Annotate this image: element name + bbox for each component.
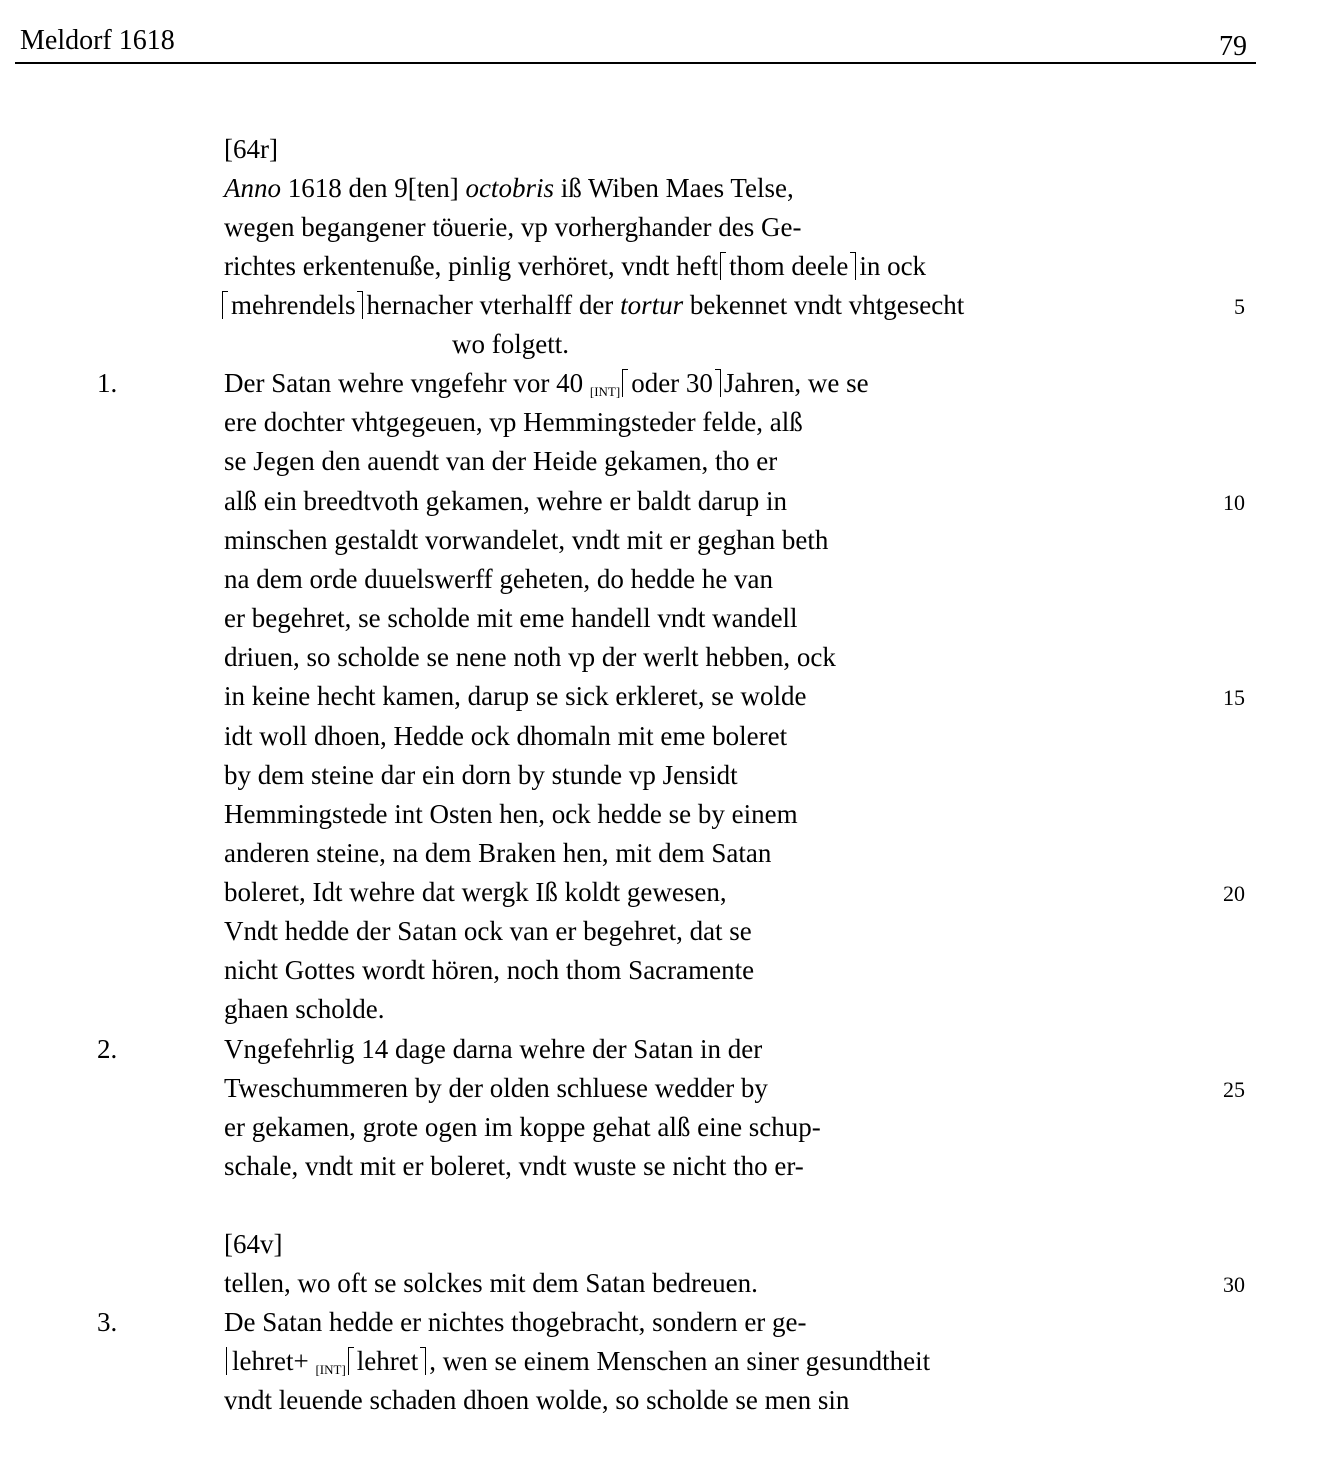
line-text: [224, 247, 926, 286]
line-text: anderen steine, na dem Braken hen, mit dem Satan: [224, 838, 772, 868]
text-line: [0, 1069, 1333, 1108]
text-line: [0, 834, 1333, 873]
text-line: [0, 951, 1333, 990]
text-line: [0, 521, 1333, 560]
line-text: idt woll dhoen, Hedde ock dhomaln mit eme boleret: [224, 721, 788, 751]
text-line: [0, 756, 1333, 795]
line-text: boleret, Idt wehre dat wergk Iß koldt gewesen,: [224, 877, 727, 907]
inserted-text: mehrendels: [231, 290, 356, 320]
line-text: alß ein breedtvoth gekamen, wehre er baldt darup in: [224, 486, 788, 516]
deleted-text: lehret+: [232, 1346, 316, 1376]
item-number: 2.: [97, 1034, 118, 1064]
text-line: [0, 1030, 1333, 1069]
running-head: [0, 0, 1333, 66]
line-text: [222, 286, 964, 325]
text-line: [0, 1303, 1333, 1342]
line-text: schale, vndt mit er boleret, vndt wuste se nicht tho er-: [224, 1151, 804, 1181]
folio-mark: [64v]: [224, 1229, 283, 1259]
text-line: [0, 1342, 1333, 1381]
line-text: in keine hecht kamen, darup se sick erkleret, se wolde: [224, 681, 807, 711]
text-line: [0, 1147, 1333, 1186]
text-line: [0, 482, 1333, 521]
running-head-title: Meldorf 1618: [20, 25, 175, 56]
insertion-open-bracket-icon: [222, 291, 228, 319]
text-line: [0, 364, 1333, 403]
text-run: 1618 den 9[ten]: [281, 173, 466, 203]
text-line: [0, 325, 1333, 364]
text-run: iß Wiben Maes Telse,: [553, 173, 794, 203]
line-number: 10: [1223, 490, 1245, 515]
insertion-open-bracket-icon: [622, 369, 628, 397]
text-line: [0, 560, 1333, 599]
line-text: wegen begangener töuerie, vp vorherghander des Ge-: [224, 212, 802, 242]
interlinear-marker: [INT]: [589, 384, 621, 399]
line-text: wo folgett.: [452, 329, 569, 359]
text-line: [0, 208, 1333, 247]
line-text: tellen, wo oft se solckes mit dem Satan bedreuen.: [224, 1268, 758, 1298]
line-text: minschen gestaldt vorwandelet, vndt mit er geghan beth: [224, 525, 829, 555]
italic-text: Anno: [224, 173, 281, 203]
italic-text: octobris: [465, 173, 554, 203]
line-number: 5: [1234, 294, 1245, 319]
text-line: [0, 990, 1333, 1029]
insertion-close-bracket-icon: [715, 369, 721, 397]
line-text: Vndt hedde der Satan ock van er begehret, dat se: [224, 916, 752, 946]
text-line: [0, 1264, 1333, 1303]
item-number: 3.: [97, 1307, 118, 1337]
line-text: ghaen scholde.: [224, 994, 385, 1024]
line-text: De Satan hedde er nichtes thogebracht, sondern er ge-: [224, 1307, 807, 1337]
text-line: [0, 795, 1333, 834]
text-run: hernacher vterhalff der: [366, 290, 621, 320]
line-text: Tweschummeren by der olden schluese wedder by: [224, 1073, 768, 1103]
line-text: Vngefehrlig 14 dage darna wehre der Satan in der: [224, 1034, 763, 1064]
text-run: richtes erkentenuße, pinlig verhöret, vndt heft: [224, 251, 719, 281]
item-number: 1.: [97, 368, 118, 398]
line-number: 20: [1223, 881, 1245, 906]
deletion-bar-icon: [226, 1347, 228, 1375]
line-text: er gekamen, grote ogen im koppe gehat alß eine schup-: [224, 1112, 821, 1142]
line-text: Hemmingstede int Osten hen, ock hedde se by einem: [224, 799, 798, 829]
line-text: ere dochter vhtgegeuen, vp Hemmingsteder felde, alß: [224, 407, 803, 437]
line-text: driuen, so scholde se nene noth vp der werlt hebben, ock: [224, 642, 836, 672]
folio-mark-64r-line: [0, 130, 1333, 169]
italic-text: tortur: [620, 290, 684, 320]
text-line: [0, 873, 1333, 912]
text-line: [0, 442, 1333, 481]
text-run: Jahren, we se: [723, 368, 869, 398]
text-line: [0, 717, 1333, 756]
folio-mark: [64r]: [224, 134, 278, 164]
folio-mark-64v-line: [0, 1225, 1333, 1264]
text-run: Der Satan wehre vngefehr vor 40: [224, 368, 590, 398]
line-text: se Jegen den auendt van der Heide gekamen, tho er: [224, 446, 778, 476]
insertion-open-bracket-icon: [348, 1347, 354, 1375]
inserted-text: thom deele: [729, 251, 849, 281]
text-line: [0, 912, 1333, 951]
inserted-text: lehret: [356, 1346, 419, 1376]
line-text: by dem steine dar ein dorn by stunde vp Jensidt: [224, 760, 738, 790]
text-line: [0, 677, 1333, 716]
line-text: [224, 169, 794, 208]
line-text: na dem orde duuelswerff geheten, do hedde he van: [224, 564, 774, 594]
text-run: , wen se einem Menschen an siner gesundtheit: [429, 1346, 931, 1376]
page-number: 79: [1219, 31, 1247, 62]
line-text: nicht Gottes wordt hören, noch thom Sacramente: [224, 955, 755, 985]
text-run: bekennet vndt vhtgesecht: [683, 290, 965, 320]
text-line: [0, 169, 1333, 208]
text-line: [0, 638, 1333, 677]
interlinear-marker: [INT]: [315, 1362, 346, 1377]
insertion-close-bracket-icon: [420, 1347, 426, 1375]
insertion-open-bracket-icon: [720, 252, 726, 280]
insertion-close-bracket-icon: [850, 252, 856, 280]
line-number: 30: [1223, 1272, 1245, 1297]
line-number: 25: [1223, 1077, 1245, 1102]
line-number: 15: [1223, 685, 1245, 710]
text-line: [0, 1381, 1333, 1420]
text-line: [0, 286, 1333, 325]
insertion-close-bracket-icon: [357, 291, 363, 319]
text-line: [0, 403, 1333, 442]
line-text: er begehret, se scholde mit eme handell vndt wandell: [224, 603, 798, 633]
text-line: [0, 1108, 1333, 1147]
text-line: [0, 599, 1333, 638]
header-rule: [15, 62, 1256, 64]
inserted-text: oder 30: [631, 368, 713, 398]
text-run: in ock: [859, 251, 927, 281]
text-line: [0, 247, 1333, 286]
line-text: vndt leuende schaden dhoen wolde, so scholde se men sin: [224, 1385, 850, 1415]
